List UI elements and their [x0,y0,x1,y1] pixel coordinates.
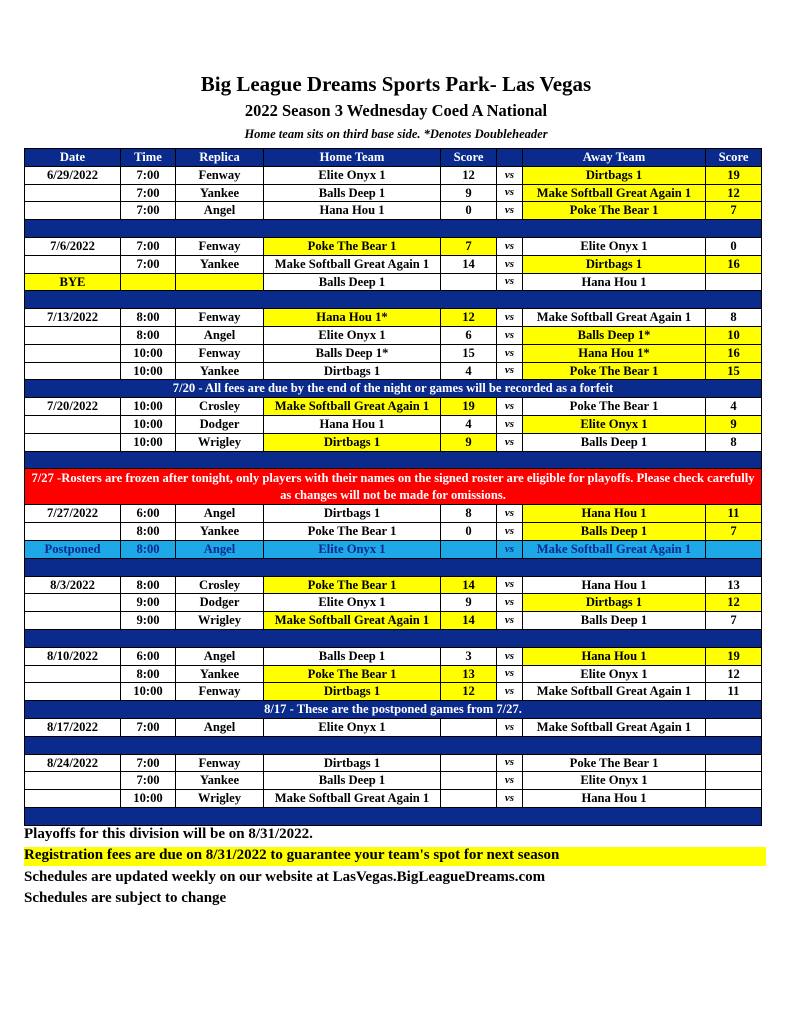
away-score-cell: 19 [706,166,762,184]
date-cell: 8/17/2022 [25,718,121,736]
away-team-cell: Dirtbags 1 [523,594,706,612]
away-team-cell: Hana Hou 1* [523,344,706,362]
home-team-cell: Elite Onyx 1 [264,540,441,558]
replica-cell: Wrigley [176,433,264,451]
page-title: Big League Dreams Sports Park- Las Vegas [200,72,592,96]
date-cell: BYE [25,273,121,291]
time-cell: 8:00 [121,309,176,327]
separator-cell [25,629,762,647]
home-score-cell: 14 [441,612,497,630]
away-score-cell [706,718,762,736]
vs-cell: vs [497,184,523,202]
time-cell [121,273,176,291]
time-cell: 8:00 [121,326,176,344]
vs-cell: vs [497,433,523,451]
away-score-cell: 8 [706,433,762,451]
away-score-cell: 12 [706,594,762,612]
registration-note: Registration fees are due on 8/31/2022 to guarantee your team's spot for next season [24,847,766,866]
date-cell [25,772,121,790]
vs-cell: vs [497,273,523,291]
replica-cell: Fenway [176,344,264,362]
away-team-cell: Make Softball Great Again 1 [523,683,706,701]
replica-cell [176,273,264,291]
home-score-cell [441,273,497,291]
home-score-cell: 14 [441,255,497,273]
vs-cell: vs [497,237,523,255]
away-score-cell: 7 [706,523,762,541]
replica-cell: Dodger [176,594,264,612]
away-team-cell: Elite Onyx 1 [523,772,706,790]
table-row [25,415,762,433]
postponed-row [25,540,762,558]
home-team-cell: Dirtbags 1 [264,683,441,701]
notice-row [25,380,762,398]
time-cell: 10:00 [121,433,176,451]
away-score-cell [706,754,762,772]
date-cell: Postponed [25,540,121,558]
vs-cell: vs [497,647,523,665]
time-cell: 7:00 [121,237,176,255]
date-cell [25,433,121,451]
home-score-cell: 6 [441,326,497,344]
away-team-cell: Balls Deep 1 [523,612,706,630]
replica-cell: Angel [176,540,264,558]
home-team-cell: Poke The Bear 1 [264,523,441,541]
home-team-cell: Balls Deep 1 [264,647,441,665]
away-team-cell: Elite Onyx 1 [523,237,706,255]
replica-cell: Angel [176,326,264,344]
replica-cell: Yankee [176,772,264,790]
date-cell [25,665,121,683]
date-cell: 7/20/2022 [25,398,121,416]
away-team-cell: Poke The Bear 1 [523,754,706,772]
time-cell: 10:00 [121,344,176,362]
notice-text: 7/20 - All fees are due by the end of the night or games will be recorded as a forfeit [25,380,762,398]
column-header-replica: Replica [176,149,264,167]
home-score-cell: 12 [441,683,497,701]
home-team-cell: Hana Hou 1 [264,415,441,433]
vs-cell: vs [497,309,523,327]
away-team-cell: Poke The Bear 1 [523,202,706,220]
away-score-cell: 11 [706,683,762,701]
table-row [25,166,762,184]
home-score-cell: 12 [441,309,497,327]
time-cell: 10:00 [121,790,176,808]
home-team-cell: Balls Deep 1* [264,344,441,362]
vs-cell: vs [497,202,523,220]
home-score-cell: 8 [441,505,497,523]
away-team-cell: Make Softball Great Again 1 [523,718,706,736]
date-cell [25,202,121,220]
date-cell [25,326,121,344]
home-score-cell: 0 [441,202,497,220]
vs-cell: vs [497,415,523,433]
home-score-cell [441,754,497,772]
vs-cell: vs [497,398,523,416]
away-score-cell: 4 [706,398,762,416]
table-row [25,309,762,327]
separator-cell [25,451,762,469]
away-team-cell: Hana Hou 1 [523,576,706,594]
home-score-cell: 7 [441,237,497,255]
away-team-cell: Make Softball Great Again 1 [523,540,706,558]
column-header-vs [497,149,523,167]
home-team-cell: Elite Onyx 1 [264,594,441,612]
away-score-cell: 12 [706,665,762,683]
vs-cell: vs [497,344,523,362]
separator-row [25,736,762,754]
away-team-cell: Poke The Bear 1 [523,362,706,380]
home-team-cell: Make Softball Great Again 1 [264,255,441,273]
table-row [25,505,762,523]
home-score-cell: 19 [441,398,497,416]
table-row [25,433,762,451]
away-score-cell: 12 [706,184,762,202]
replica-cell: Angel [176,647,264,665]
home-team-cell: Dirtbags 1 [264,754,441,772]
home-team-cell: Dirtbags 1 [264,505,441,523]
home-score-cell: 9 [441,594,497,612]
replica-cell: Fenway [176,683,264,701]
away-team-cell: Balls Deep 1 [523,523,706,541]
table-row [25,772,762,790]
date-cell: 8/3/2022 [25,576,121,594]
table-row [25,184,762,202]
away-score-cell: 8 [706,309,762,327]
away-team-cell: Elite Onyx 1 [523,415,706,433]
date-cell [25,612,121,630]
home-team-cell: Make Softball Great Again 1 [264,790,441,808]
playoffs-note: Playoffs for this division will be on 8/31/2022. [24,826,313,842]
away-team-cell: Balls Deep 1* [523,326,706,344]
away-team-cell: Hana Hou 1 [523,273,706,291]
home-team-cell: Hana Hou 1 [264,202,441,220]
table-row [25,683,762,701]
replica-cell: Angel [176,505,264,523]
time-cell: 10:00 [121,683,176,701]
vs-cell: vs [497,772,523,790]
time-cell: 10:00 [121,362,176,380]
vs-cell: vs [497,523,523,541]
time-cell: 8:00 [121,523,176,541]
away-score-cell: 15 [706,362,762,380]
vs-cell: vs [497,612,523,630]
home-score-cell [441,540,497,558]
home-team-cell: Poke The Bear 1 [264,576,441,594]
date-cell: 7/13/2022 [25,309,121,327]
time-cell: 7:00 [121,202,176,220]
replica-cell: Fenway [176,309,264,327]
away-score-cell: 11 [706,505,762,523]
away-score-cell: 7 [706,202,762,220]
home-team-cell: Poke The Bear 1 [264,237,441,255]
away-score-cell [706,790,762,808]
replica-cell: Dodger [176,415,264,433]
date-cell: 8/24/2022 [25,754,121,772]
date-cell: 7/27/2022 [25,505,121,523]
table-row [25,237,762,255]
time-cell: 7:00 [121,772,176,790]
table-row [25,718,762,736]
replica-cell: Crosley [176,398,264,416]
vs-cell: vs [497,326,523,344]
vs-cell: vs [497,505,523,523]
replica-cell: Fenway [176,166,264,184]
home-score-cell: 4 [441,362,497,380]
vs-cell: vs [497,166,523,184]
away-team-cell: Poke The Bear 1 [523,398,706,416]
away-team-cell: Elite Onyx 1 [523,665,706,683]
replica-cell: Yankee [176,255,264,273]
replica-cell: Yankee [176,362,264,380]
website-note: Schedules are updated weekly on our website at LasVegas.BigLeagueDreams.com [24,869,546,885]
date-cell: 7/6/2022 [25,237,121,255]
away-team-cell: Hana Hou 1 [523,505,706,523]
replica-cell: Angel [176,202,264,220]
table-row [25,754,762,772]
schedule-body [25,166,762,825]
change-note: Schedules are subject to change [24,890,227,906]
page-subtitle: 2022 Season 3 Wednesday Coed A National [244,101,548,120]
away-score-cell: 0 [706,237,762,255]
table-row [25,326,762,344]
replica-cell: Angel [176,718,264,736]
alert-row [25,469,762,505]
separator-row [25,451,762,469]
date-cell [25,255,121,273]
table-row [25,576,762,594]
vs-cell: vs [497,683,523,701]
date-cell [25,594,121,612]
home-score-cell: 9 [441,184,497,202]
away-score-cell [706,540,762,558]
table-row [25,612,762,630]
table-row [25,790,762,808]
home-team-cell: Balls Deep 1 [264,273,441,291]
alert-text: 7/27 -Rosters are frozen after tonight, only players with their names on the signed roster are eligible for playoffs. Please check carefully as changes will not be made for omissions. [25,469,762,505]
separator-row [25,291,762,309]
time-cell: 8:00 [121,576,176,594]
vs-cell: vs [497,362,523,380]
home-team-cell: Poke The Bear 1 [264,665,441,683]
table-row [25,594,762,612]
home-team-cell: Make Softball Great Again 1 [264,398,441,416]
home-score-cell: 4 [441,415,497,433]
date-cell [25,415,121,433]
replica-cell: Fenway [176,237,264,255]
away-score-cell: 19 [706,647,762,665]
away-score-cell: 9 [706,415,762,433]
date-cell [25,683,121,701]
home-team-cell: Balls Deep 1 [264,772,441,790]
date-cell: 6/29/2022 [25,166,121,184]
table-row [25,523,762,541]
away-score-cell [706,772,762,790]
vs-cell: vs [497,255,523,273]
time-cell: 8:00 [121,665,176,683]
separator-row [25,807,762,825]
home-score-cell [441,718,497,736]
vs-cell: vs [497,540,523,558]
away-team-cell: Hana Hou 1 [523,790,706,808]
separator-cell [25,558,762,576]
home-team-cell: Elite Onyx 1 [264,326,441,344]
away-team-cell: Make Softball Great Again 1 [523,184,706,202]
vs-cell: vs [497,594,523,612]
bye-row [25,273,762,291]
home-score-cell: 0 [441,523,497,541]
away-team-cell: Balls Deep 1 [523,433,706,451]
time-cell: 7:00 [121,255,176,273]
home-score-cell [441,790,497,808]
vs-cell: vs [497,790,523,808]
home-score-cell: 14 [441,576,497,594]
separator-cell [25,291,762,309]
time-cell: 7:00 [121,184,176,202]
separator-cell [25,736,762,754]
separator-cell [25,220,762,238]
time-cell: 10:00 [121,415,176,433]
page-note: Home team sits on third base side. *Denotes Doubleheader [244,127,548,141]
column-header-away-score: Score [706,149,762,167]
replica-cell: Yankee [176,523,264,541]
notice-row [25,701,762,719]
notice-text: 8/17 - These are the postponed games from 7/27. [25,701,762,719]
table-row [25,202,762,220]
table-header-row [25,149,762,167]
home-team-cell: Balls Deep 1 [264,184,441,202]
home-score-cell: 15 [441,344,497,362]
separator-row [25,220,762,238]
away-score-cell: 7 [706,612,762,630]
time-cell: 6:00 [121,647,176,665]
column-header-home-team: Home Team [264,149,441,167]
date-cell [25,362,121,380]
away-team-cell: Hana Hou 1 [523,647,706,665]
vs-cell: vs [497,754,523,772]
away-team-cell: Dirtbags 1 [523,255,706,273]
date-cell: 8/10/2022 [25,647,121,665]
time-cell: 8:00 [121,540,176,558]
vs-cell: vs [497,576,523,594]
time-cell: 9:00 [121,594,176,612]
home-team-cell: Make Softball Great Again 1 [264,612,441,630]
column-header-date: Date [25,149,121,167]
replica-cell: Crosley [176,576,264,594]
time-cell: 7:00 [121,166,176,184]
time-cell: 9:00 [121,612,176,630]
home-team-cell: Elite Onyx 1 [264,718,441,736]
vs-cell: vs [497,665,523,683]
schedule-table [24,148,762,826]
home-score-cell: 9 [441,433,497,451]
replica-cell: Yankee [176,184,264,202]
table-row [25,344,762,362]
date-cell [25,790,121,808]
separator-row [25,558,762,576]
column-header-home-score: Score [441,149,497,167]
away-score-cell: 13 [706,576,762,594]
home-score-cell: 3 [441,647,497,665]
separator-cell [25,807,762,825]
table-row [25,647,762,665]
time-cell: 6:00 [121,505,176,523]
away-score-cell: 10 [706,326,762,344]
replica-cell: Fenway [176,754,264,772]
time-cell: 7:00 [121,754,176,772]
home-score-cell [441,772,497,790]
date-cell [25,184,121,202]
away-score-cell [706,273,762,291]
table-row [25,398,762,416]
home-team-cell: Dirtbags 1 [264,362,441,380]
away-score-cell: 16 [706,344,762,362]
time-cell: 7:00 [121,718,176,736]
column-header-away-team: Away Team [523,149,706,167]
table-row [25,665,762,683]
away-score-cell: 16 [706,255,762,273]
home-team-cell: Elite Onyx 1 [264,166,441,184]
replica-cell: Wrigley [176,790,264,808]
date-cell [25,344,121,362]
replica-cell: Wrigley [176,612,264,630]
home-score-cell: 12 [441,166,497,184]
separator-row [25,629,762,647]
home-team-cell: Hana Hou 1* [264,309,441,327]
home-score-cell: 13 [441,665,497,683]
away-team-cell: Dirtbags 1 [523,166,706,184]
away-team-cell: Make Softball Great Again 1 [523,309,706,327]
column-header-time: Time [121,149,176,167]
table-row [25,362,762,380]
time-cell: 10:00 [121,398,176,416]
date-cell [25,523,121,541]
table-row [25,255,762,273]
replica-cell: Yankee [176,665,264,683]
vs-cell: vs [497,718,523,736]
home-team-cell: Dirtbags 1 [264,433,441,451]
